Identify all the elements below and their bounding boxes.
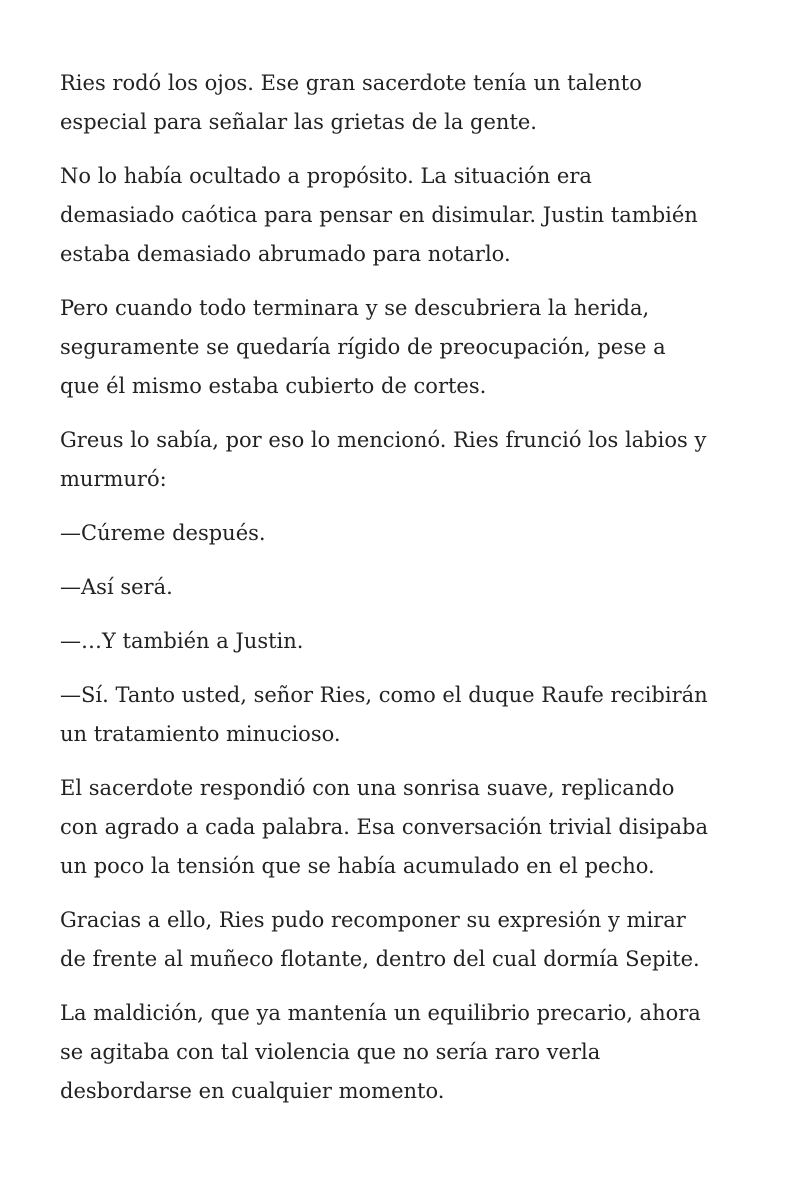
text-line: de frente al muñeco flotante, dentro del cual dormía Sepite. [60,947,700,971]
dialogue-line [60,622,760,661]
text-line: Greus lo sabía, por eso lo mencionó. Ries frunció los labios y [60,428,707,452]
paragraph [60,994,760,1111]
text-line: —Sí. Tanto usted, señor Ries, como el duque Raufe recibirán [60,683,708,707]
text-line: No lo había ocultado a propósito. La situación era [60,164,592,188]
text-line: estaba demasiado abrumado para notarlo. [60,242,511,266]
text-line: un poco la tensión que se había acumulado en el pecho. [60,854,655,878]
dialogue-line [60,676,760,754]
paragraph [60,769,760,886]
text-line: Gracias a ello, Ries pudo recomponer su expresión y mirar [60,908,686,932]
text-line: desbordarse en cualquier momento. [60,1079,445,1103]
paragraph [60,421,760,499]
text-line: —Así será. [60,575,173,599]
text-line: que él mismo estaba cubierto de cortes. [60,374,487,398]
text-line: demasiado caótica para pensar en disimular. Justin también [60,203,698,227]
text-line: especial para señalar las grietas de la gente. [60,110,537,134]
paragraph [60,901,760,979]
dialogue-line [60,514,760,553]
text-line: un tratamiento minucioso. [60,722,341,746]
paragraph [60,157,760,274]
text-line: El sacerdote respondió con una sonrisa suave, replicando [60,776,675,800]
text-line: Ries rodó los ojos. Ese gran sacerdote tenía un talento [60,71,642,95]
text-line: con agrado a cada palabra. Esa conversación trivial disipaba [60,815,708,839]
text-line: —…Y también a Justin. [60,629,304,653]
paragraph [60,64,760,142]
paragraph [60,289,760,406]
dialogue-line [60,568,760,607]
text-line: —Cúreme después. [60,521,266,545]
text-line: murmuró: [60,467,167,491]
text-line: La maldición, que ya mantenía un equilibrio precario, ahora [60,1001,701,1025]
text-line: seguramente se quedaría rígido de preocupación, pese a [60,335,666,359]
text-line: se agitaba con tal violencia que no sería raro verla [60,1040,601,1064]
text-line: Pero cuando todo terminara y se descubriera la herida, [60,296,650,320]
